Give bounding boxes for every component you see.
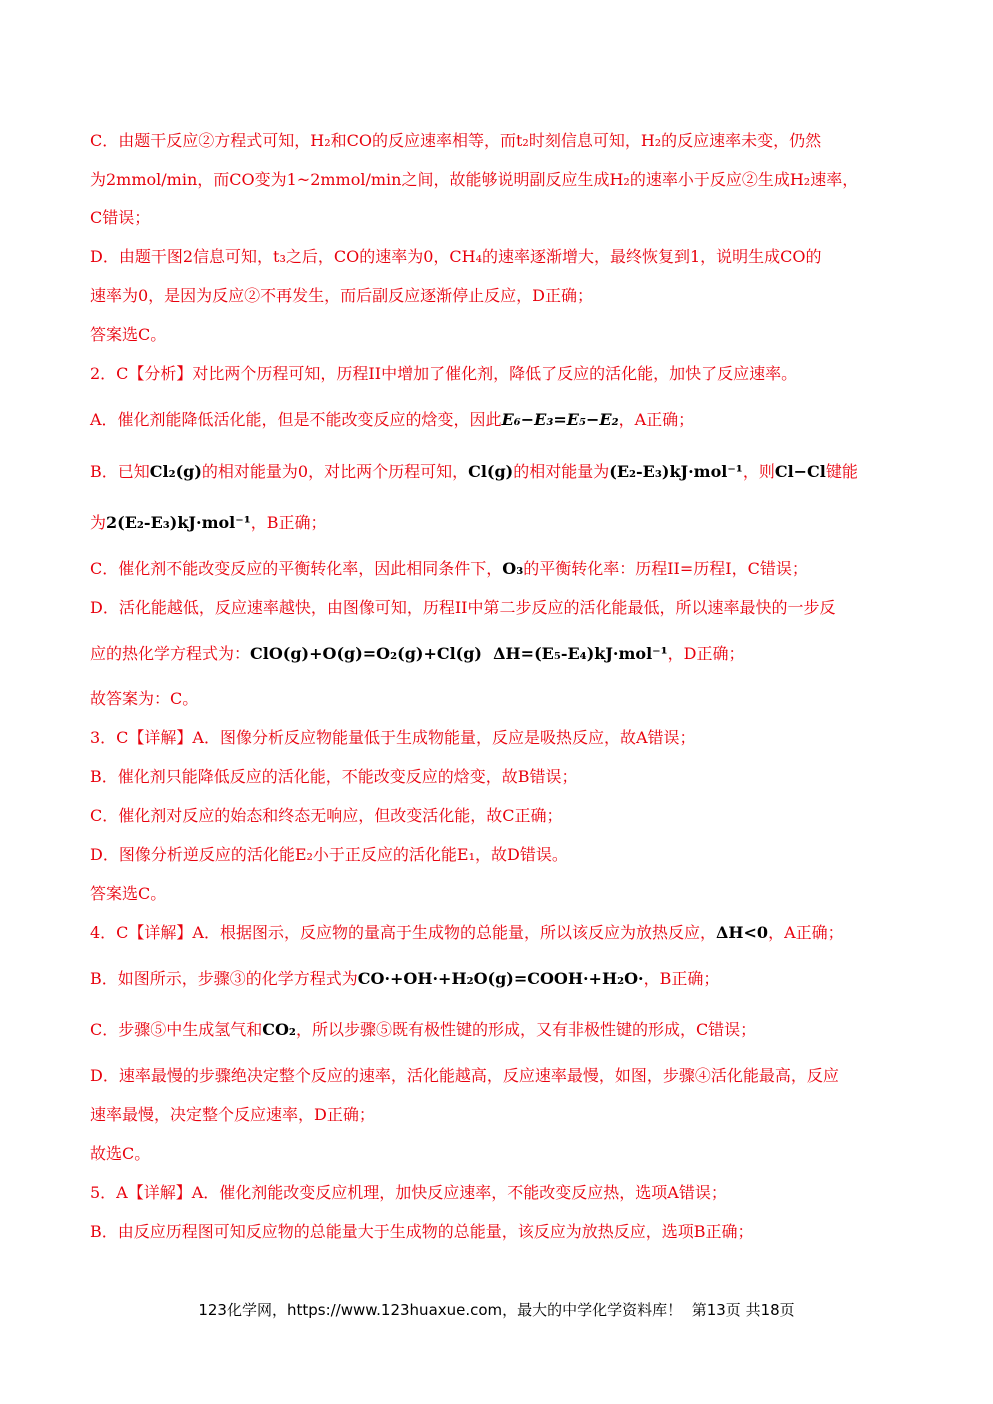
text-line: [90, 462, 858, 482]
text-segment: ，D正确；: [667, 644, 745, 663]
text-line: B．催化剂只能降低反应的活化能，不能改变反应的焓变，故B错误；: [90, 767, 578, 786]
text-segment: 4．C【详解】A．根据图示，反应物的量高于生成物的总能量，所以该反应为放热反应，: [90, 923, 716, 942]
text-segment: ，B正确；: [643, 969, 720, 988]
text-segment: 的相对能量为0，对比两个历程可知，: [201, 462, 469, 481]
text-line: B．由反应历程图可知反应物的总能量大于生成物的总能量，该反应为放热反应，选项B正确；: [90, 1222, 754, 1241]
formula: ΔH<0: [715, 923, 769, 942]
text-line: 为2mmol/min，而CO变为1~2mmol/min之间，故能够说明副反应生成H₂的速率小于反应②生成H₂速率，: [90, 170, 859, 189]
text-line: 2．C【分析】对比两个历程可知，历程II中增加了催化剂，降低了反应的活化能，加快了反应速率。: [90, 364, 798, 383]
formula: O₃: [502, 559, 524, 578]
text-segment: ，B正确；: [250, 513, 327, 532]
text-segment: 的相对能量为: [513, 462, 610, 481]
text-segment: ，所以步骤⑤既有极性键的形成，又有非极性键的形成，C错误；: [295, 1020, 757, 1039]
text-segment: 键能: [825, 462, 858, 481]
text-line: [90, 923, 844, 943]
text-line: 答案选C。: [90, 325, 167, 344]
text-line: D．图像分析逆反应的活化能E₂小于正反应的活化能E₁，故D错误。: [90, 845, 568, 864]
text-line: C．由题干反应②方程式可知，H₂和CO的反应速率相等，而t₂时刻信息可知，H₂的反应速率未变，仍然: [90, 131, 822, 150]
text-line: D．速率最慢的步骤绝决定整个反应的速率，活化能越高，反应速率最慢，如图，步骤④活化能最高，反应: [90, 1066, 839, 1085]
text-line: 速率为0，是因为反应②不再发生，而后副反应逐渐停止反应，D正确；: [90, 286, 594, 305]
text-line: 答案选C。: [90, 884, 167, 903]
text-line: C．催化剂对反应的始态和终态无响应，但改变活化能，故C正确；: [90, 806, 563, 825]
formula: Cl−Cl: [774, 462, 826, 481]
text-segment: C．步骤⑤中生成氢气和: [90, 1020, 263, 1039]
text-line: 速率最慢，决定整个反应速率，D正确；: [90, 1105, 375, 1124]
formula: ClO(g)+O(g)=O₂(g)+Cl(g) ΔH=(E₅-E₄)kJ·mol⁻¹: [250, 644, 668, 663]
text-segment: C．催化剂不能改变反应的平衡转化率，因此相同条件下，: [90, 559, 503, 578]
text-segment: B．已知: [90, 462, 150, 481]
text-segment: 的平衡转化率：历程II=历程I，C错误；: [523, 559, 808, 578]
text-line: 5．A【详解】A．催化剂能改变反应机理，加快反应速率，不能改变反应热，选项A错误；: [90, 1183, 727, 1202]
text-segment: B．如图所示，步骤③的化学方程式为: [90, 969, 358, 988]
formula: CO₂: [262, 1020, 296, 1039]
text-segment: ，则: [742, 462, 775, 481]
text-line: 3．C【详解】A．图像分析反应物能量低于生成物能量，反应是吸热反应，故A错误；: [90, 728, 696, 747]
text-line: [90, 410, 694, 430]
formula: 2(E₂-E₃)kJ·mol⁻¹: [106, 513, 251, 532]
formula: Cl(g): [468, 462, 514, 481]
page-footer: 123化学网，https://www.123huaxue.com，最大的中学化学资料库！ 第13页 共18页: [198, 1301, 795, 1319]
text-segment: A．催化剂能降低活化能，但是不能改变反应的焓变，因此: [90, 410, 502, 429]
text-line: D．由题干图2信息可知，t₃之后，CO的速率为0，CH₄的速率逐渐增大，最终恢复到1，说明生成CO的: [90, 247, 822, 266]
text-segment: 应的热化学方程式为：: [90, 644, 251, 663]
text-line: [90, 513, 326, 533]
text-segment: ，A正确；: [768, 923, 844, 942]
text-line: [90, 644, 744, 664]
formula: (E₂-E₃)kJ·mol⁻¹: [609, 462, 743, 481]
formula: Cl₂(g): [149, 462, 202, 481]
formula: E₆−E₃=E₅−E₂: [501, 410, 619, 429]
text-line: [90, 1020, 756, 1040]
text-line: C错误；: [90, 208, 151, 227]
text-line: 故选C。: [90, 1144, 151, 1163]
text-segment: 为: [90, 513, 107, 532]
text-line: [90, 969, 719, 989]
text-segment: ，A正确；: [618, 410, 695, 429]
text-line: 故答案为：C。: [90, 689, 199, 708]
text-line: D．活化能越低，反应速率越快，由图像可知，历程II中第二步反应的活化能最低，所以速率最快的一步反: [90, 598, 836, 617]
formula: CO·+OH·+H₂O(g)=COOH·+H₂O·: [357, 969, 644, 988]
text-line: [90, 559, 808, 579]
